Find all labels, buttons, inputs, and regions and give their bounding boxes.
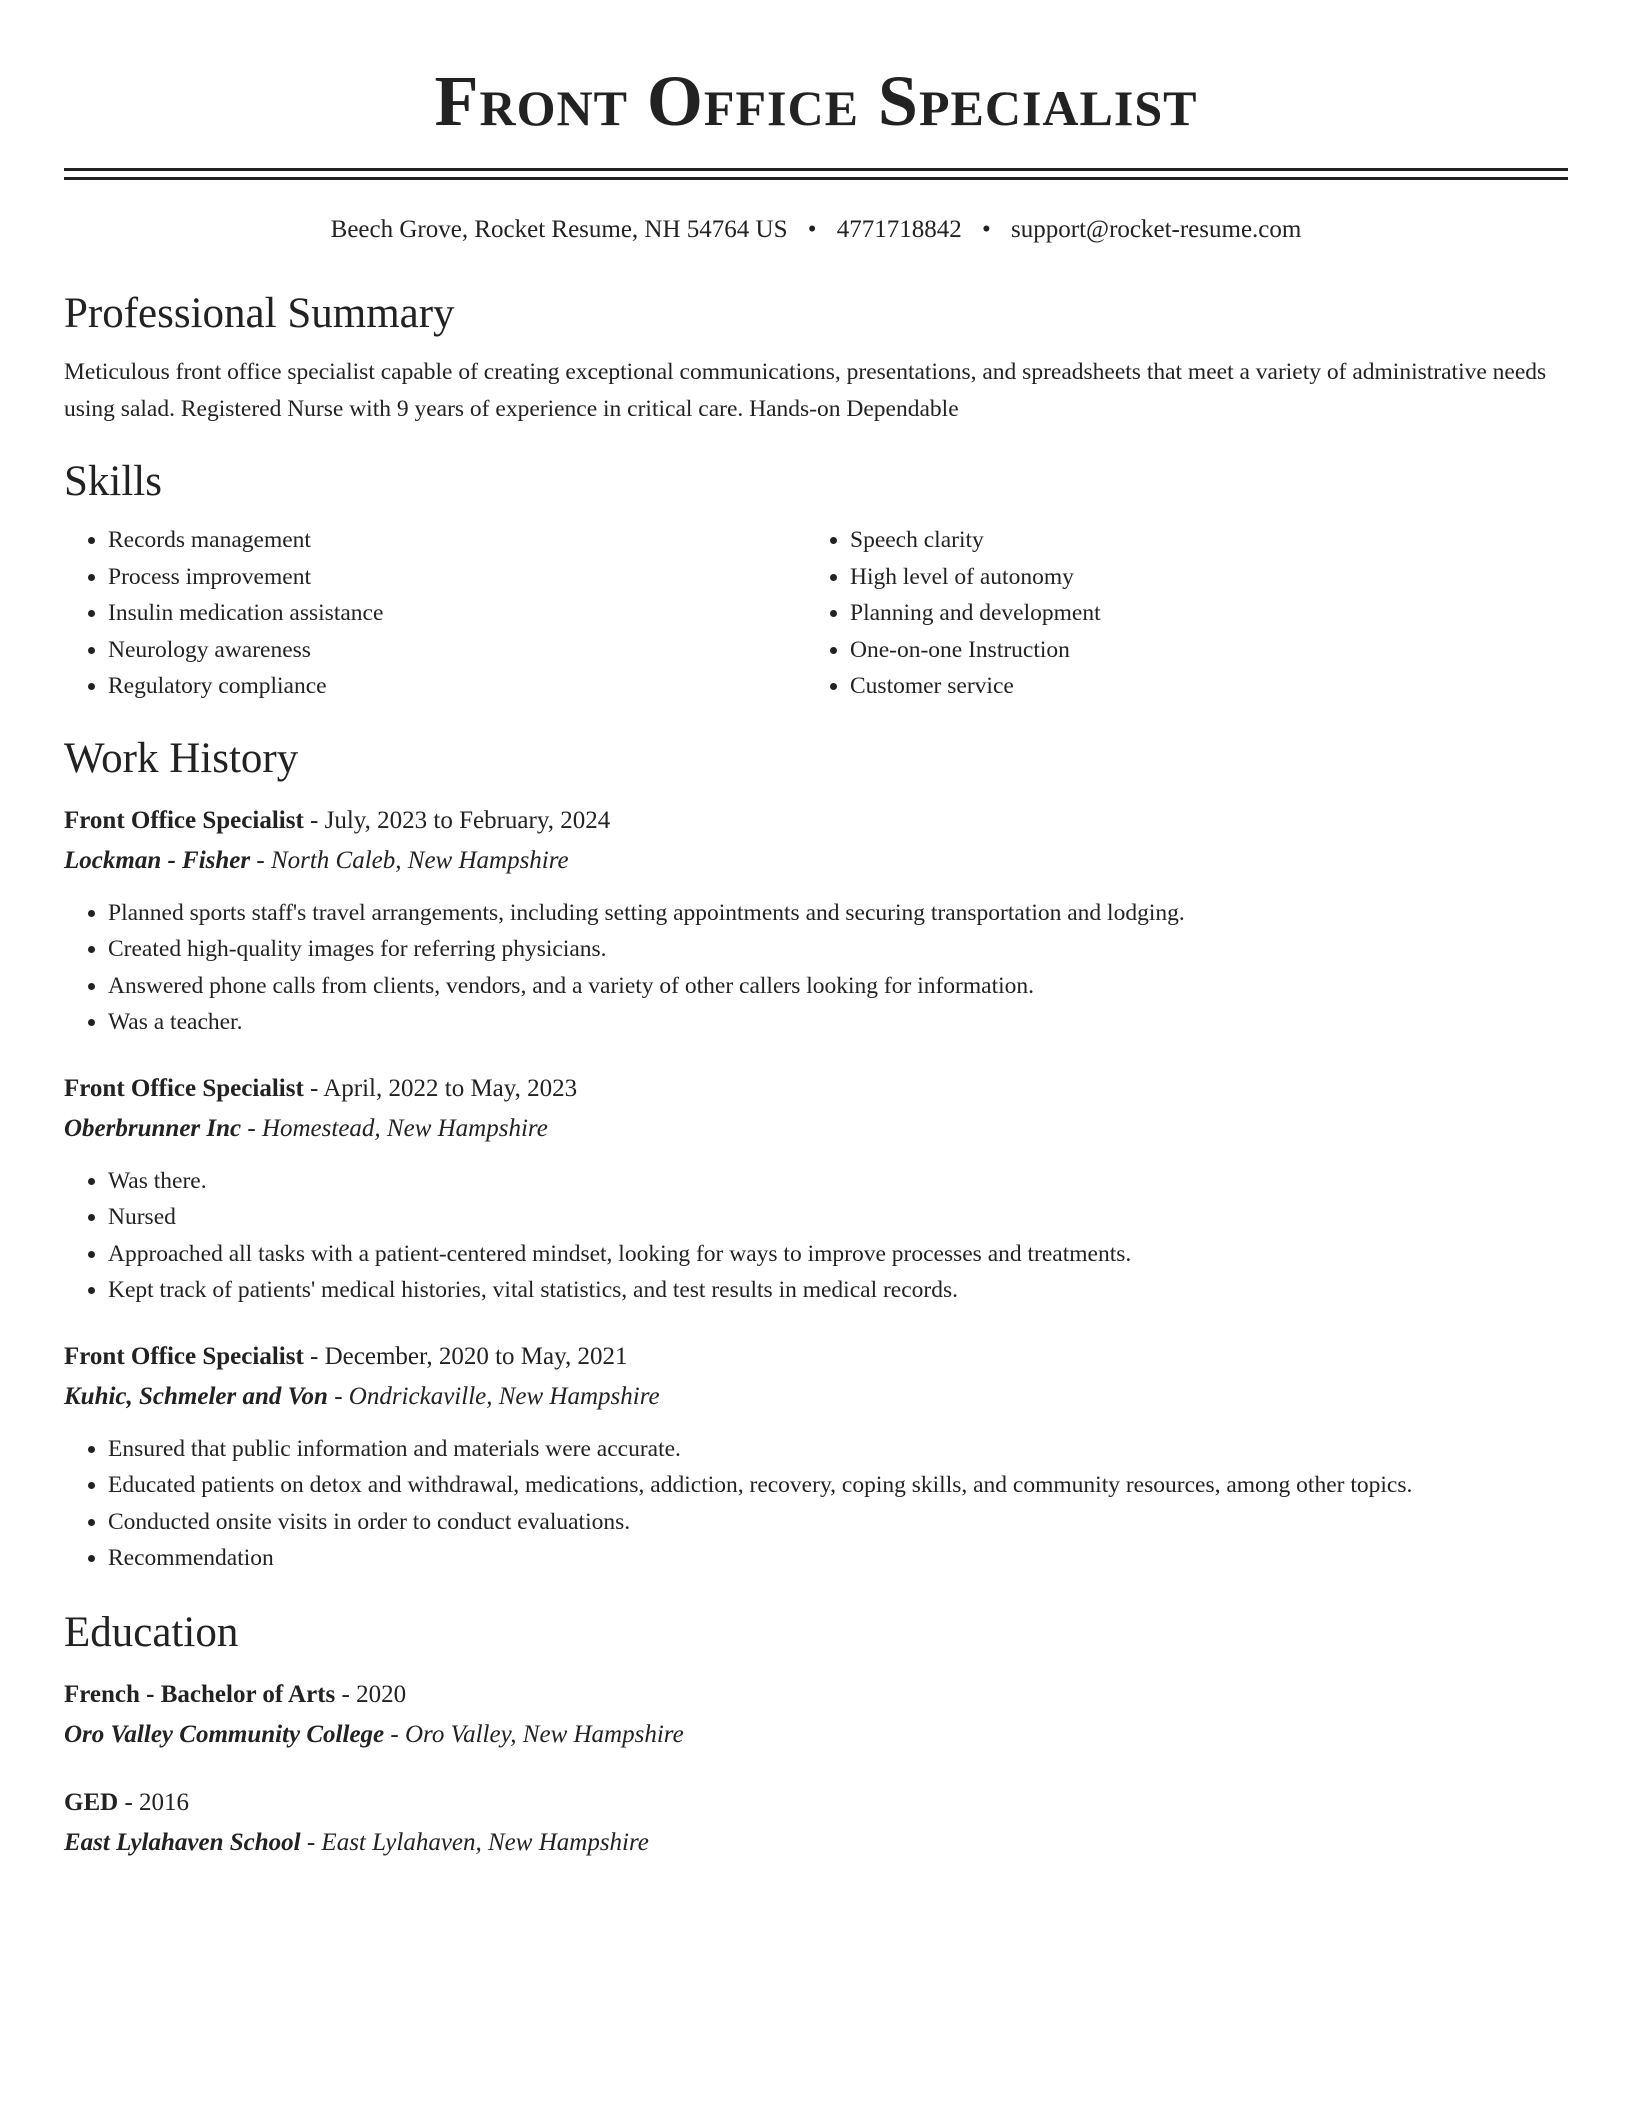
job-position: Front Office Specialist (64, 1342, 304, 1370)
skill-item: • Records management (108, 522, 806, 559)
job-company: Kuhic, Schmeler and Von (64, 1382, 328, 1410)
job-location: - Ondrickaville, New Hampshire (327, 1382, 660, 1410)
education-entry (64, 1783, 1568, 1863)
job-bullet: • Ensured that public information and materials were accurate. (108, 1431, 1568, 1468)
job-dates: - April, 2022 to May, 2023 (303, 1074, 578, 1102)
job-company-line (64, 1377, 1568, 1417)
job-entry (64, 1069, 1568, 1309)
job-bullet: • Was there. (108, 1163, 1568, 1200)
skill-item: • Speech clarity (850, 522, 1548, 559)
job-title-line (64, 1069, 1568, 1109)
education-entry (64, 1675, 1568, 1755)
skills-column-right (806, 522, 1548, 705)
job-bullet: • Was a teacher. (108, 1004, 1568, 1041)
contact-line (64, 214, 1568, 246)
education-degree: GED (64, 1788, 119, 1816)
job-location: - North Caleb, New Hampshire (250, 846, 569, 874)
job-bullet: • Nursed (108, 1199, 1568, 1236)
job-bullet: • Approached all tasks with a patient-centered mindset, looking for ways to improve processes and treatments. (108, 1236, 1568, 1273)
resume-name: Front Office Specialist (434, 61, 1198, 141)
job-title-line (64, 1337, 1568, 1377)
contact-separator: • (982, 216, 991, 243)
education-location: - Oro Valley, New Hampshire (384, 1720, 684, 1748)
education-year: - 2016 (118, 1788, 190, 1816)
job-dates: - July, 2023 to February, 2024 (303, 806, 611, 834)
job-bullet: • Created high-quality images for referring physicians. (108, 931, 1568, 968)
job-bullets (64, 895, 1568, 1041)
job-company-line (64, 841, 1568, 881)
job-bullet: • Kept track of patients' medical histories, vital statistics, and test results in medical records. (108, 1272, 1568, 1309)
job-bullets (64, 1431, 1568, 1577)
summary-heading: Professional Summary (64, 290, 455, 337)
job-dates: - December, 2020 to May, 2021 (303, 1342, 628, 1370)
education-year: - 2020 (335, 1680, 407, 1708)
skill-item: • Neurology awareness (108, 632, 806, 669)
education-school-line (64, 1715, 1568, 1755)
job-entry (64, 1337, 1568, 1577)
skill-item: • Process improvement (108, 559, 806, 596)
job-position: Front Office Specialist (64, 1074, 304, 1102)
skills-list (64, 522, 1568, 705)
skill-item: • One-on-one Instruction (850, 632, 1548, 669)
header-divider (64, 168, 1568, 180)
contact-phone: 4771718842 (836, 216, 962, 243)
education-school: East Lylahaven School (64, 1828, 301, 1856)
job-bullet: • Educated patients on detox and withdrawal, medications, addiction, recovery, coping skills, and community resources, among other topics. (108, 1467, 1568, 1504)
job-bullet: • Answered phone calls from clients, vendors, and a variety of other callers looking for information. (108, 968, 1568, 1005)
job-company-line (64, 1109, 1568, 1149)
skill-item: • High level of autonomy (850, 559, 1548, 596)
job-bullet: • Recommendation (108, 1540, 1568, 1577)
contact-address: Beech Grove, Rocket Resume, NH 54764 US (330, 216, 788, 243)
job-entry (64, 801, 1568, 1041)
job-title-line (64, 801, 1568, 841)
education-school: Oro Valley Community College (64, 1720, 385, 1748)
education-degree-line (64, 1675, 1568, 1715)
education-location: - East Lylahaven, New Hampshire (300, 1828, 649, 1856)
work-history-heading: Work History (64, 734, 299, 782)
education-heading: Education (64, 1608, 239, 1656)
skill-item: • Customer service (850, 668, 1548, 705)
summary-text: Meticulous front office specialist capable of creating exceptional communications, presentations, and spreadsheets that meet a variety of administrative needs using salad. Registered Nurse with 9 years of experience in critical care. Hands-on Dependable (64, 359, 1547, 422)
contact-separator: • (807, 216, 817, 243)
job-position: Front Office Specialist (64, 806, 304, 834)
skill-item: • Insulin medication assistance (108, 595, 806, 632)
job-company: Oberbrunner Inc (64, 1114, 242, 1142)
skill-item: • Planning and development (850, 595, 1548, 632)
job-bullet: • Conducted onsite visits in order to conduct evaluations. (108, 1504, 1568, 1541)
skill-item: • Regulatory compliance (108, 668, 806, 705)
skills-heading: Skills (64, 458, 162, 505)
job-company: Lockman - Fisher (64, 846, 251, 874)
education-degree-line (64, 1783, 1568, 1823)
contact-email[interactable]: support@rocket-resume.com (1011, 216, 1302, 243)
job-bullets (64, 1163, 1568, 1309)
education-school-line (64, 1823, 1568, 1863)
skills-column-left (64, 522, 806, 705)
education-degree: French - Bachelor of Arts (64, 1680, 336, 1708)
job-bullet: • Planned sports staff's travel arrangements, including setting appointments and securing transportation and lodging. (108, 895, 1568, 932)
job-location: - Homestead, New Hampshire (241, 1114, 548, 1142)
